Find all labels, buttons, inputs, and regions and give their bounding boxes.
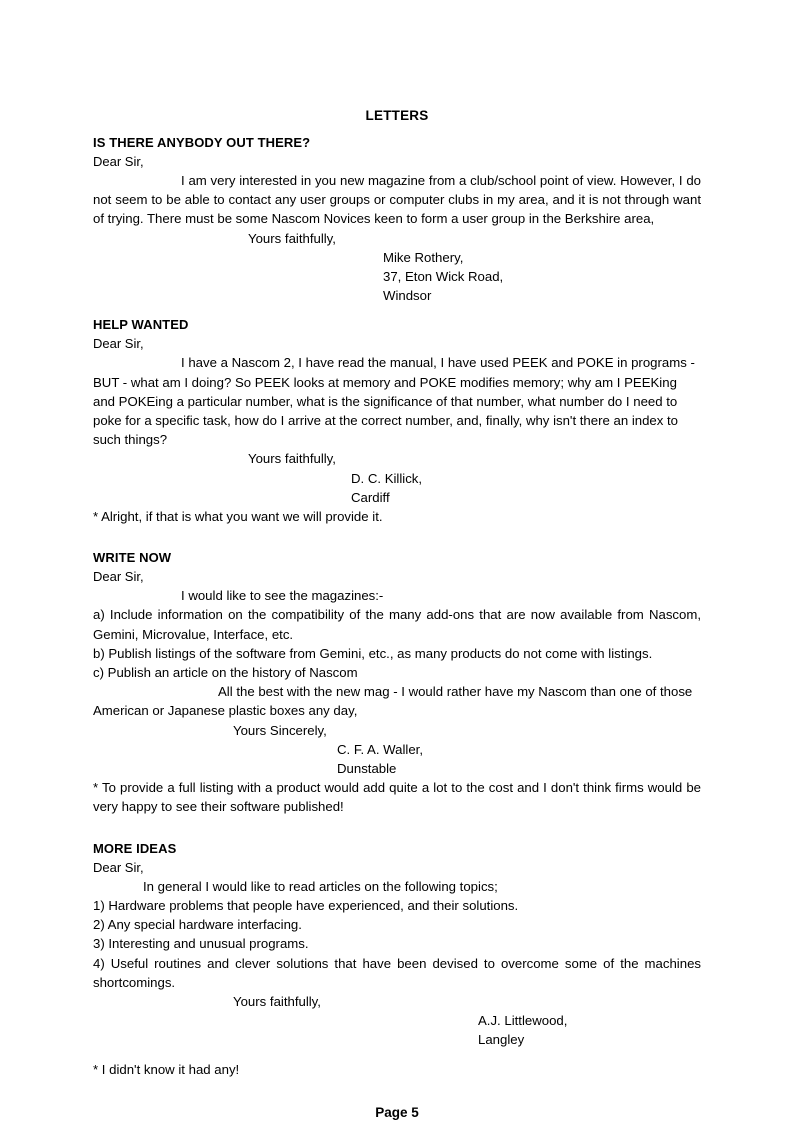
signature-name: D. C. Killick, [351, 470, 423, 486]
letter-heading: MORE IDEAS [93, 840, 177, 856]
list-item: c) Publish an article on the history of Nascom [93, 665, 358, 681]
list-item: b) Publish listings of the software from Gemini, etc., as many products do not come with listings. [93, 645, 653, 661]
signature-address-line: Cardiff [351, 489, 390, 505]
letter-paragraph: I have a Nascom 2, I have read the manual, I have used PEEK and POKE in programs - BUT - what am I doing? So PEEK looks at memory and POKE modifies memory; why am I PEEKing and POKEing a particular number, what is the significance of that number, what number do I need to poke for a specific task, how do I arrive at the correct number, and, finally, why isn't there an index to such things? [93, 355, 695, 448]
letter-more-ideas [93, 839, 701, 1079]
list-item: 4) Useful routines and clever solutions that have been devised to overcome some of the machines shortcomings. [93, 955, 701, 990]
spacer [93, 305, 701, 315]
letter-closing: Yours faithfully, [233, 993, 321, 1009]
letter-paragraph: I am very interested in you new magazine from a club/school point of view. However, I do not seem to be able to contact any user groups or computer clubs in my area, and it is not through want of trying. There must be some Nascom Novices keen to form a user group in the Berkshire area, [93, 173, 701, 227]
signature-address-line: 37, Eton Wick Road, [383, 269, 504, 285]
letter-is-there-anybody-out-there [93, 133, 701, 305]
signature-address-line: Langley [478, 1032, 525, 1048]
list-item: 2) Any special hardware interfacing. [93, 917, 302, 933]
signature-address-line: Dunstable [337, 761, 397, 777]
letter-write-now [93, 548, 701, 816]
editor-note: * To provide a full listing with a product would add quite a lot to the cost and I don't think firms would be very happy to see their software published! [93, 780, 701, 815]
letter-intro: In general I would like to read articles on the following topics; [143, 878, 498, 894]
letter-heading: WRITE NOW [93, 550, 172, 566]
page-footer: Page 5 [375, 1104, 419, 1120]
letter-intro: I would like to see the magazines:- [181, 588, 384, 604]
letter-salutation: Dear Sir, [93, 569, 144, 585]
letter-salutation: Dear Sir, [93, 859, 144, 875]
list-item: 1) Hardware problems that people have experienced, and their solutions. [93, 897, 519, 913]
letter-heading: IS THERE ANYBODY OUT THERE? [93, 135, 311, 150]
signature-name: Mike Rothery, [383, 249, 464, 265]
letter-heading: HELP WANTED [93, 317, 189, 333]
letter-closing: Yours faithfully, [248, 451, 336, 467]
document-page [93, 0, 701, 1120]
editor-note: * Alright, if that is what you want we will provide it. [93, 509, 383, 525]
editor-note: * I didn't know it had any! [93, 1061, 240, 1077]
letter-closing-paragraph: All the best with the new mag - I would rather have my Nascom than one of those American or Japanese plastic boxes any day, [93, 684, 693, 719]
letter-closing: Yours Sincerely, [233, 722, 327, 738]
spacer [93, 817, 701, 839]
spacer [93, 526, 701, 548]
signature-address-line: Windsor [383, 288, 432, 304]
list-item: a) Include information on the compatibility of the many add-ons that are now available from Nascom, Gemini, Microvalue, Interface, etc. [93, 607, 701, 642]
letter-salutation: Dear Sir, [93, 154, 144, 169]
signature-name: C. F. A. Waller, [337, 741, 423, 757]
letter-help-wanted [93, 315, 701, 526]
page-title: LETTERS [365, 108, 429, 123]
signature-name: A.J. Littlewood, [478, 1013, 568, 1029]
letter-salutation: Dear Sir, [93, 336, 144, 352]
list-item: 3) Interesting and unusual programs. [93, 936, 309, 952]
letter-closing: Yours faithfully, [248, 230, 336, 246]
spacer [93, 123, 701, 133]
spacer [93, 1050, 701, 1060]
